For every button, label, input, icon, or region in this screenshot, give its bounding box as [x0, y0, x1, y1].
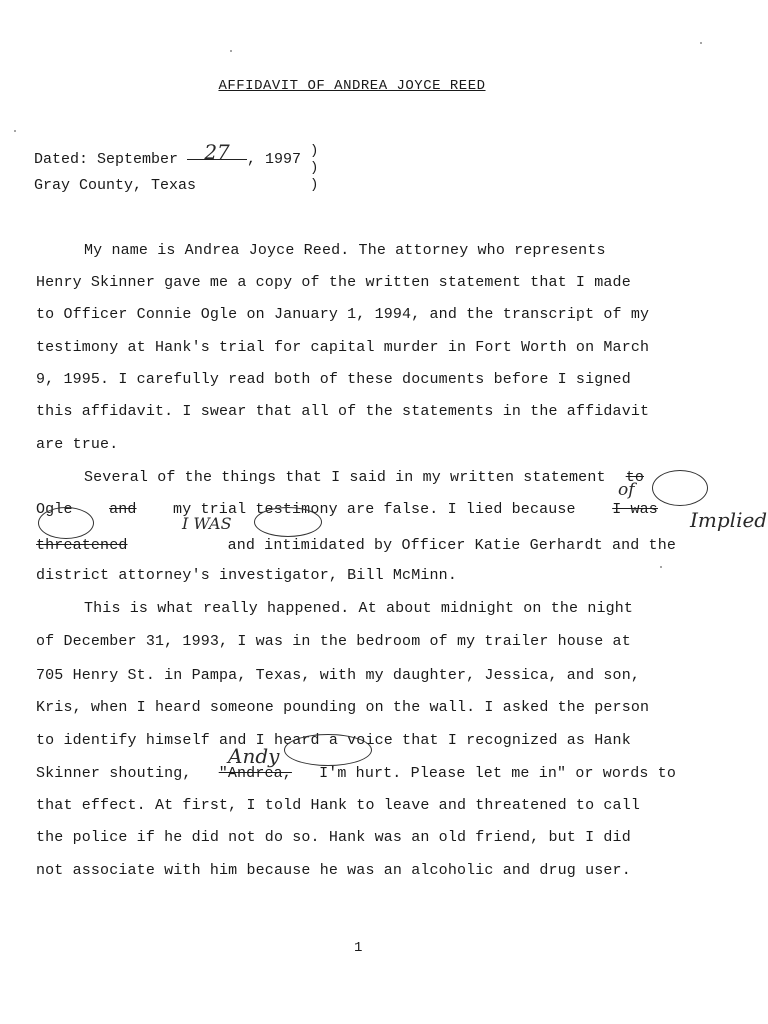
body-text: and intimidated by Officer Katie Gerhardt and the	[227, 537, 676, 554]
page-number: 1	[354, 940, 363, 956]
body-line	[36, 765, 676, 782]
handwritten-implied: Implied	[690, 508, 768, 532]
dated-label: Dated: September	[34, 151, 179, 168]
body-line: this affidavit. I swear that all of the statements in the affidavit	[36, 403, 650, 420]
scan-speck	[230, 50, 232, 52]
body-line: not associate with him because he was an alcoholic and drug user.	[36, 862, 631, 879]
body-text: Skinner shouting,	[36, 765, 192, 782]
body-line	[36, 537, 676, 554]
struck-text: I was	[612, 501, 658, 518]
dated-year: , 1997	[247, 151, 302, 168]
body-text: Several of the things that I said in my written statement	[84, 469, 606, 486]
scan-speck	[14, 130, 16, 132]
caption-paren: )	[310, 177, 319, 193]
initials-loop	[284, 734, 372, 766]
handwritten-insert-of: of	[618, 480, 635, 500]
struck-text: and	[109, 501, 137, 518]
handwritten-andy: Andy	[228, 744, 280, 768]
initials-loop	[652, 470, 708, 506]
body-text: I'm hurt. Please let me in" or words to	[319, 765, 676, 782]
body-text: Ogle	[36, 501, 73, 518]
body-line: to identify himself and I heard a voice that I recognized as Hank	[36, 732, 631, 749]
body-line: Kris, when I heard someone pounding on the wall. I asked the person	[36, 699, 650, 716]
body-line: are true.	[36, 436, 119, 453]
body-line: 9, 1995. I carefully read both of these documents before I signed	[36, 371, 631, 388]
body-line: testimony at Hank's trial for capital murder in Fort Worth on March	[36, 339, 650, 356]
dated-day-handwritten: 27	[187, 145, 247, 160]
body-line: This is what really happened. At about midnight on the night	[84, 600, 634, 617]
body-line: Henry Skinner gave me a copy of the written statement that I made	[36, 274, 631, 291]
body-line	[36, 469, 644, 486]
initials-loop	[254, 507, 322, 537]
caption-paren: )	[310, 160, 319, 176]
body-text: my trial testimony are false. I lied because	[173, 501, 576, 518]
body-line	[36, 501, 658, 518]
document-title: AFFIDAVIT OF ANDREA JOYCE REED	[218, 78, 486, 94]
body-line: My name is Andrea Joyce Reed. The attorney who represents	[84, 242, 606, 259]
body-line: 705 Henry St. in Pampa, Texas, with my daughter, Jessica, and son,	[36, 667, 640, 684]
body-line: district attorney's investigator, Bill McMinn.	[36, 567, 457, 584]
struck-text: "Andrea,	[218, 765, 292, 782]
county-line: Gray County, Texas	[34, 177, 197, 194]
dated-line	[34, 140, 302, 168]
body-line: of December 31, 1993, I was in the bedroom of my trailer house at	[36, 633, 631, 650]
struck-text: threatened	[36, 537, 128, 554]
scan-speck	[700, 42, 702, 44]
struck-text: to	[625, 469, 644, 486]
body-line: the police if he did not do so. Hank was an old friend, but I did	[36, 829, 631, 846]
body-line: to Officer Connie Ogle on January 1, 1994, and the transcript of my	[36, 306, 650, 323]
initials-loop	[38, 507, 94, 539]
handwritten-i-was: I WAS	[182, 514, 232, 533]
body-line: that effect. At first, I told Hank to leave and threatened to call	[36, 797, 640, 814]
caption-paren: )	[310, 143, 319, 159]
